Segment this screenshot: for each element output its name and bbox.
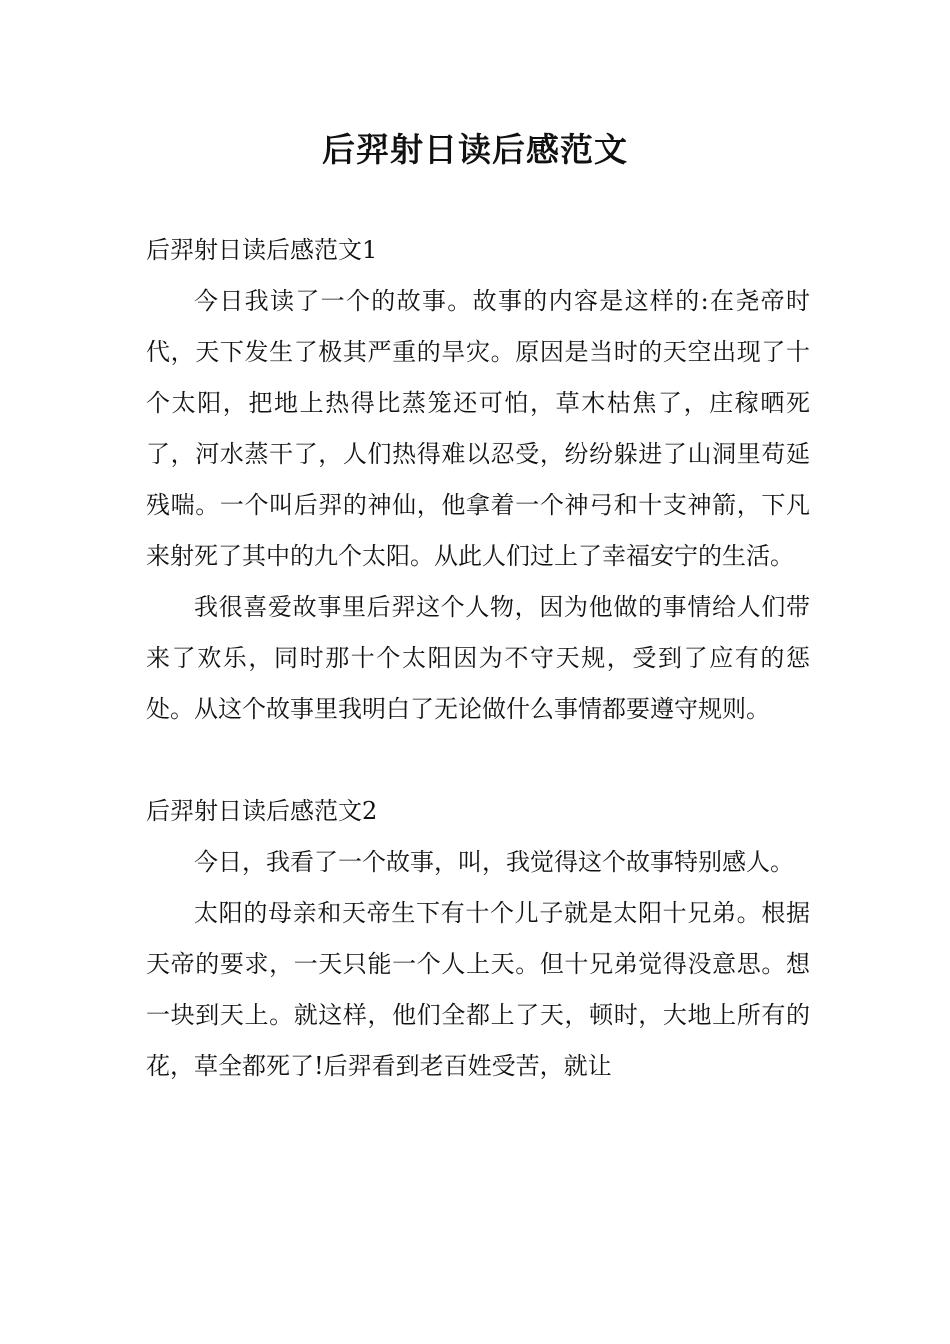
document-title: 后羿射日读后感范文	[322, 130, 628, 169]
section-heading: 后羿射日读后感范文1	[146, 236, 378, 264]
section-spacer	[146, 735, 810, 786]
paragraph: 今日，我看了一个故事，叫，我觉得这个故事特别感人。	[194, 848, 794, 876]
paragraph: 今日我读了一个的故事。故事的内容是这样的:在尧帝时代，天下发生了极其严重的旱灾。原因是当时的天空出现了十个太阳，把地上热得比蒸笼还可怕，草木枯焦了，庄稼晒死了，河水蒸干了，人们热得难以忍受，纷纷躲进了山洞里苟延残喘。一个叫后羿的神仙，他拿着一个神弓和十支神箭，下凡来射死了其中的九个太阳。从此人们过上了幸福安宁的生活。	[146, 287, 810, 570]
paragraph: 太阳的母亲和天帝生下有十个儿子就是太阳十兄弟。根据天帝的要求，一天只能一个人上天。但十兄弟觉得没意思。想一块到天上。就这样，他们全都上了天，顿时，大地上所有的花，草全都死了!后羿看到老百姓受苦，就让	[146, 899, 810, 1080]
paragraph: 我很喜爱故事里后羿这个人物，因为他做的事情给人们带来了欢乐，同时那十个太阳因为不守天规，受到了应有的惩处。从这个故事里我明白了无论做什么事情都要遵守规则。	[146, 593, 810, 723]
essay-section-2	[146, 786, 810, 1092]
document-body	[146, 225, 810, 1092]
essay-section-1	[146, 225, 810, 735]
section-heading: 后羿射日读后感范文2	[146, 797, 378, 825]
